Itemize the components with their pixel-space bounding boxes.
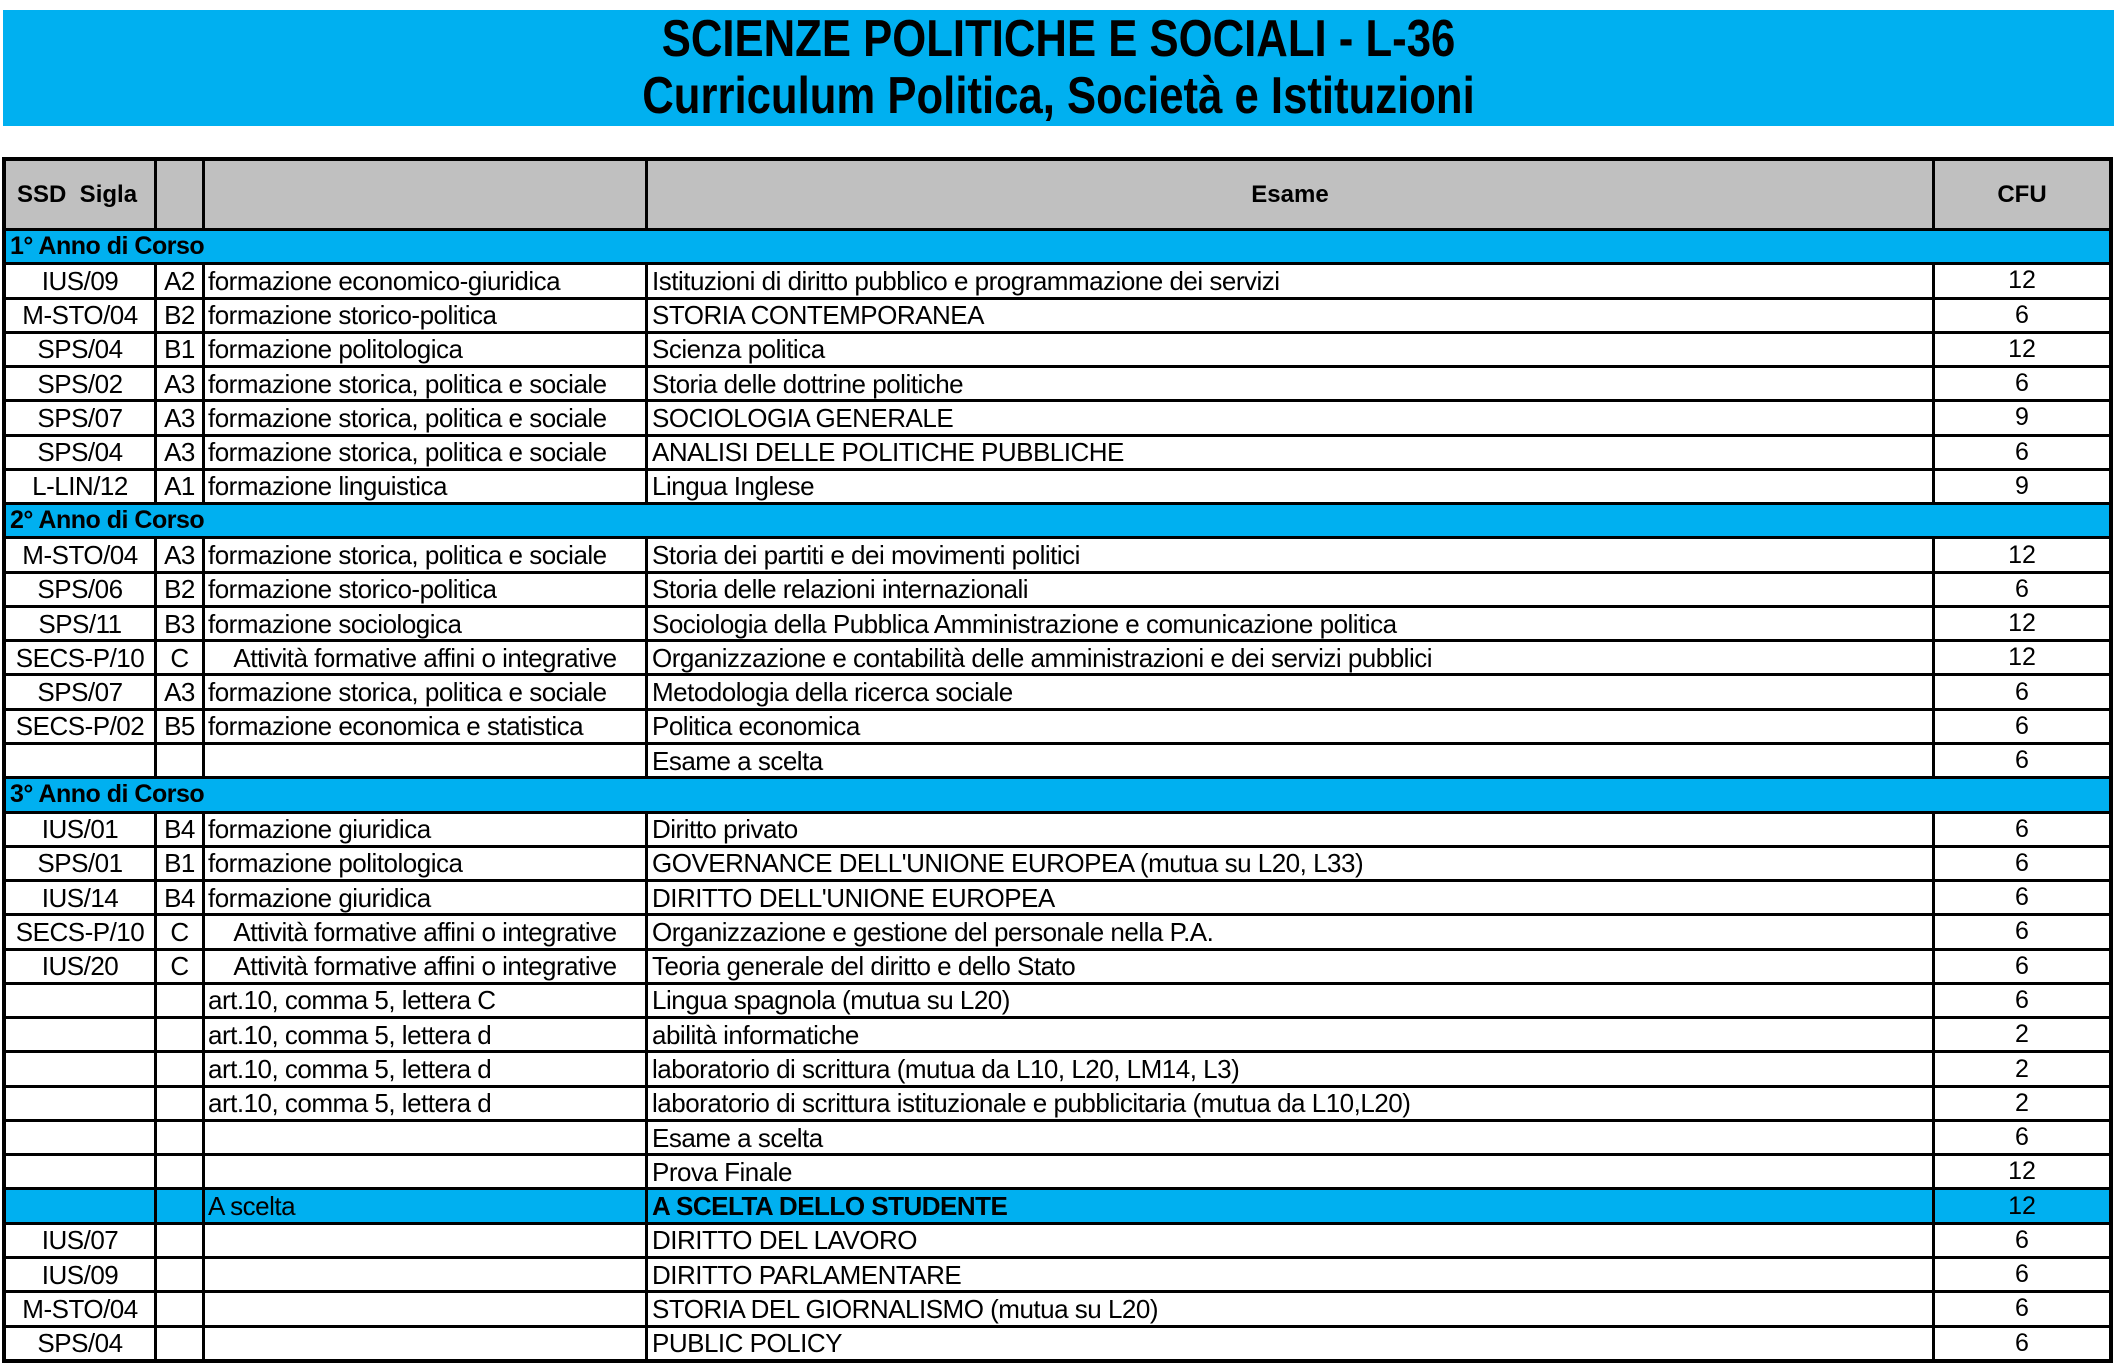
ssd-cell: SPS/07 bbox=[37, 402, 123, 433]
course-row bbox=[6, 365, 2109, 399]
ssd-cell: SPS/07 bbox=[37, 677, 123, 708]
exam-cell: Organizzazione e gestione del personale nella P.A. bbox=[645, 916, 1932, 947]
course-row bbox=[6, 913, 2109, 947]
year-section-label: 1° Anno di Corso bbox=[10, 232, 205, 261]
ssd-cell: M-STO/04 bbox=[22, 1293, 138, 1324]
exam-cell: Lingua spagnola (mutua su L20) bbox=[645, 985, 1932, 1016]
degree-title: SCIENZE POLITICHE E SOCIALI - L-36 bbox=[661, 10, 1456, 68]
course-row bbox=[6, 1050, 2109, 1084]
ssd-cell bbox=[6, 1156, 154, 1187]
ssd-cell: SPS/04 bbox=[37, 437, 123, 468]
sigla-cell: B1 bbox=[154, 334, 202, 365]
ssd-cell: SPS/04 bbox=[37, 1328, 123, 1359]
course-row bbox=[6, 845, 2109, 879]
course-row bbox=[6, 742, 2109, 776]
cfu-cell: 12 bbox=[1932, 334, 2109, 365]
ambito-cell: Attività formative affini o integrative bbox=[202, 642, 645, 673]
exam-cell: A SCELTA DELLO STUDENTE bbox=[645, 1190, 1932, 1221]
elective-group-row bbox=[6, 1187, 2109, 1221]
exam-cell: Organizzazione e contabilità delle amministrazioni e dei servizi pubblici bbox=[645, 642, 1932, 673]
course-row bbox=[6, 879, 2109, 913]
header-cfu: CFU bbox=[1932, 161, 2109, 228]
cfu-cell: 6 bbox=[1932, 951, 2109, 982]
cfu-cell: 6 bbox=[1932, 848, 2109, 879]
cfu-cell: 6 bbox=[1932, 1293, 2109, 1324]
ambito-cell: formazione politologica bbox=[202, 848, 645, 879]
sigla-cell: A2 bbox=[154, 265, 202, 296]
exam-cell: Diritto privato bbox=[645, 814, 1932, 845]
exam-cell: ANALISI DELLE POLITICHE PUBBLICHE bbox=[645, 437, 1932, 468]
exam-cell: Istituzioni di diritto pubblico e programmazione dei servizi bbox=[645, 265, 1932, 296]
ambito-cell: art.10, comma 5, lettera d bbox=[202, 1053, 645, 1084]
cfu-cell: 6 bbox=[1932, 574, 2109, 605]
curriculum-table bbox=[2, 157, 2113, 1363]
sigla-cell bbox=[154, 1328, 202, 1359]
sigla-cell bbox=[154, 1122, 202, 1153]
ambito-cell: formazione economica e statistica bbox=[202, 711, 645, 742]
course-row bbox=[6, 262, 2109, 296]
ssd-cell bbox=[6, 1019, 154, 1050]
cfu-cell: 9 bbox=[1932, 402, 2109, 433]
cfu-cell: 9 bbox=[1932, 471, 2109, 502]
ambito-cell: formazione politologica bbox=[202, 334, 645, 365]
sigla-cell bbox=[154, 1293, 202, 1324]
table-header-row bbox=[6, 161, 2109, 228]
exam-cell: SOCIOLOGIA GENERALE bbox=[645, 402, 1932, 433]
exam-cell: abilità informatiche bbox=[645, 1019, 1932, 1050]
sigla-cell: C bbox=[154, 642, 202, 673]
sigla-cell: C bbox=[154, 951, 202, 982]
cfu-cell: 6 bbox=[1932, 711, 2109, 742]
cfu-cell: 6 bbox=[1932, 368, 2109, 399]
ssd-cell: SECS-P/10 bbox=[15, 642, 145, 673]
ssd-cell bbox=[6, 745, 154, 776]
sigla-cell: B5 bbox=[154, 711, 202, 742]
ambito-cell: formazione storica, politica e sociale bbox=[202, 368, 645, 399]
cfu-cell: 6 bbox=[1932, 1225, 2109, 1256]
sigla-cell: B4 bbox=[154, 882, 202, 913]
ssd-cell bbox=[6, 1190, 154, 1221]
ambito-cell: formazione storica, politica e sociale bbox=[202, 402, 645, 433]
sigla-cell: A3 bbox=[154, 676, 202, 707]
ambito-cell: formazione giuridica bbox=[202, 814, 645, 845]
sigla-cell bbox=[154, 1225, 202, 1256]
ambito-cell: formazione giuridica bbox=[202, 882, 645, 913]
ambito-cell: Attività formative affini o integrative bbox=[202, 916, 645, 947]
cfu-cell: 6 bbox=[1932, 437, 2109, 468]
ssd-cell: IUS/07 bbox=[41, 1225, 119, 1256]
ssd-cell bbox=[6, 1053, 154, 1084]
exam-cell: Metodologia della ricerca sociale bbox=[645, 676, 1932, 707]
course-row bbox=[6, 1153, 2109, 1187]
exam-cell: DIRITTO DEL LAVORO bbox=[645, 1225, 1932, 1256]
course-row bbox=[6, 1222, 2109, 1256]
ambito-cell: formazione sociologica bbox=[202, 608, 645, 639]
cfu-cell: 6 bbox=[1932, 300, 2109, 331]
course-row bbox=[6, 468, 2109, 502]
title-banner bbox=[3, 10, 2114, 126]
ssd-cell: SPS/11 bbox=[38, 608, 122, 639]
ambito-cell bbox=[202, 1122, 645, 1153]
ssd-cell: SPS/02 bbox=[37, 368, 123, 399]
ambito-cell: Attività formative affini o integrative bbox=[202, 951, 645, 982]
ambito-cell: formazione linguistica bbox=[202, 471, 645, 502]
cfu-cell: 2 bbox=[1932, 1019, 2109, 1050]
course-row bbox=[6, 1256, 2109, 1290]
course-row bbox=[6, 1016, 2109, 1050]
ambito-cell bbox=[202, 1293, 645, 1324]
ssd-cell: IUS/09 bbox=[41, 265, 119, 296]
cfu-cell: 6 bbox=[1932, 814, 2109, 845]
course-row bbox=[6, 1119, 2109, 1153]
exam-cell: PUBLIC POLICY bbox=[645, 1328, 1932, 1359]
course-row bbox=[6, 399, 2109, 433]
course-row bbox=[6, 1290, 2109, 1324]
exam-cell: Lingua Inglese bbox=[645, 471, 1932, 502]
cfu-cell: 6 bbox=[1932, 745, 2109, 776]
course-row bbox=[6, 571, 2109, 605]
ssd-cell: SECS-P/02 bbox=[15, 711, 145, 742]
exam-cell: Teoria generale del diritto e dello Stato bbox=[645, 951, 1932, 982]
ambito-cell bbox=[202, 745, 645, 776]
cfu-cell: 12 bbox=[1932, 642, 2109, 673]
ssd-cell: M-STO/04 bbox=[22, 540, 138, 571]
course-row bbox=[6, 536, 2109, 570]
sigla-cell: B2 bbox=[154, 300, 202, 331]
sigla-cell: B4 bbox=[154, 814, 202, 845]
exam-cell: Esame a scelta bbox=[645, 1122, 1932, 1153]
exam-cell: GOVERNANCE DELL'UNIONE EUROPEA (mutua su L20, L33) bbox=[645, 848, 1932, 879]
course-row bbox=[6, 434, 2109, 468]
course-row bbox=[6, 639, 2109, 673]
cfu-cell: 12 bbox=[1932, 608, 2109, 639]
ssd-cell bbox=[6, 1122, 154, 1153]
sigla-cell bbox=[154, 1156, 202, 1187]
ambito-cell bbox=[202, 1259, 645, 1290]
sigla-cell: A3 bbox=[154, 437, 202, 468]
exam-cell: laboratorio di scrittura (mutua da L10, L20, LM14, L3) bbox=[645, 1053, 1932, 1084]
sigla-cell: C bbox=[154, 916, 202, 947]
course-row bbox=[6, 811, 2109, 845]
ssd-cell: IUS/14 bbox=[41, 882, 119, 913]
header-ssd-sigla: SSD Sigla bbox=[17, 180, 138, 208]
header-sigla-code bbox=[154, 161, 202, 228]
exam-cell: Sociologia della Pubblica Amministrazione e comunicazione politica bbox=[645, 608, 1932, 639]
exam-cell: Esame a scelta bbox=[645, 745, 1932, 776]
ssd-cell: M-STO/04 bbox=[22, 300, 138, 331]
sigla-cell bbox=[154, 985, 202, 1016]
curriculum-title: Curriculum Politica, Società e Istituzioni bbox=[642, 67, 1475, 125]
exam-cell: Storia delle dottrine politiche bbox=[645, 368, 1932, 399]
cfu-cell: 6 bbox=[1932, 882, 2109, 913]
exam-cell: DIRITTO DELL'UNIONE EUROPEA bbox=[645, 882, 1932, 913]
ambito-cell: art.10, comma 5, lettera d bbox=[202, 1088, 645, 1119]
cfu-cell: 6 bbox=[1932, 916, 2109, 947]
cfu-cell: 12 bbox=[1932, 1156, 2109, 1187]
course-row bbox=[6, 948, 2109, 982]
sigla-cell bbox=[154, 745, 202, 776]
course-row bbox=[6, 331, 2109, 365]
exam-cell: Prova Finale bbox=[645, 1156, 1932, 1187]
sigla-cell: A3 bbox=[154, 539, 202, 570]
sigla-cell: A3 bbox=[154, 368, 202, 399]
ssd-cell bbox=[6, 985, 154, 1016]
sigla-cell bbox=[154, 1053, 202, 1084]
sigla-cell bbox=[154, 1088, 202, 1119]
sigla-cell: B2 bbox=[154, 574, 202, 605]
cfu-cell: 12 bbox=[1932, 265, 2109, 296]
exam-cell: Politica economica bbox=[645, 711, 1932, 742]
ambito-cell: formazione economico-giuridica bbox=[202, 265, 645, 296]
ambito-cell: formazione storica, politica e sociale bbox=[202, 539, 645, 570]
cfu-cell: 12 bbox=[1932, 1190, 2109, 1221]
exam-cell: Storia delle relazioni internazionali bbox=[645, 574, 1932, 605]
ambito-cell: formazione storica, politica e sociale bbox=[202, 676, 645, 707]
ambito-cell: formazione storico-politica bbox=[202, 574, 645, 605]
sigla-cell: B3 bbox=[154, 608, 202, 639]
ssd-cell: SPS/06 bbox=[37, 574, 123, 605]
course-row bbox=[6, 673, 2109, 707]
sigla-cell: A1 bbox=[154, 471, 202, 502]
exam-cell: STORIA CONTEMPORANEA bbox=[645, 300, 1932, 331]
cfu-cell: 12 bbox=[1932, 539, 2109, 570]
ambito-cell: art.10, comma 5, lettera C bbox=[202, 985, 645, 1016]
ambito-cell bbox=[202, 1225, 645, 1256]
exam-cell: Scienza politica bbox=[645, 334, 1932, 365]
ambito-cell: formazione storica, politica e sociale bbox=[202, 437, 645, 468]
course-row bbox=[6, 297, 2109, 331]
ssd-cell: IUS/09 bbox=[41, 1259, 119, 1290]
cfu-cell: 6 bbox=[1932, 985, 2109, 1016]
cfu-cell: 6 bbox=[1932, 1122, 2109, 1153]
ssd-cell: SPS/01 bbox=[37, 848, 123, 879]
exam-cell: laboratorio di scrittura istituzionale e pubblicitaria (mutua da L10,L20) bbox=[645, 1088, 1932, 1119]
exam-cell: Storia dei partiti e dei movimenti politici bbox=[645, 539, 1932, 570]
ssd-cell: SPS/04 bbox=[37, 334, 123, 365]
course-row bbox=[6, 1085, 2109, 1119]
ssd-cell: IUS/01 bbox=[41, 814, 119, 845]
cfu-cell: 2 bbox=[1932, 1088, 2109, 1119]
exam-cell: DIRITTO PARLAMENTARE bbox=[645, 1259, 1932, 1290]
cfu-cell: 6 bbox=[1932, 676, 2109, 707]
year-section-label: 2° Anno di Corso bbox=[10, 506, 205, 535]
cfu-cell: 6 bbox=[1932, 1328, 2109, 1359]
sigla-cell: B1 bbox=[154, 848, 202, 879]
ambito-cell bbox=[202, 1156, 645, 1187]
course-row bbox=[6, 605, 2109, 639]
header-ambito bbox=[202, 161, 645, 228]
ambito-cell bbox=[202, 1328, 645, 1359]
sigla-cell bbox=[154, 1190, 202, 1221]
exam-cell: STORIA DEL GIORNALISMO (mutua su L20) bbox=[645, 1293, 1932, 1324]
sigla-cell bbox=[154, 1019, 202, 1050]
ssd-cell: SECS-P/10 bbox=[15, 916, 145, 947]
header-esame: Esame bbox=[645, 161, 1932, 228]
cfu-cell: 6 bbox=[1932, 1259, 2109, 1290]
year-section-header bbox=[6, 776, 2109, 810]
ssd-cell: L-LIN/12 bbox=[32, 471, 128, 502]
year-section-header bbox=[6, 228, 2109, 262]
year-section-label: 3° Anno di Corso bbox=[10, 780, 205, 809]
cfu-cell: 2 bbox=[1932, 1053, 2109, 1084]
sigla-cell bbox=[154, 1259, 202, 1290]
ambito-cell: A scelta bbox=[202, 1190, 645, 1221]
course-row bbox=[6, 982, 2109, 1016]
ambito-cell: formazione storico-politica bbox=[202, 300, 645, 331]
course-row bbox=[6, 708, 2109, 742]
sigla-cell: A3 bbox=[154, 402, 202, 433]
ambito-cell: art.10, comma 5, lettera d bbox=[202, 1019, 645, 1050]
ssd-cell: IUS/20 bbox=[41, 951, 119, 982]
course-row bbox=[6, 1325, 2109, 1359]
year-section-header bbox=[6, 502, 2109, 536]
ssd-cell bbox=[6, 1088, 154, 1119]
